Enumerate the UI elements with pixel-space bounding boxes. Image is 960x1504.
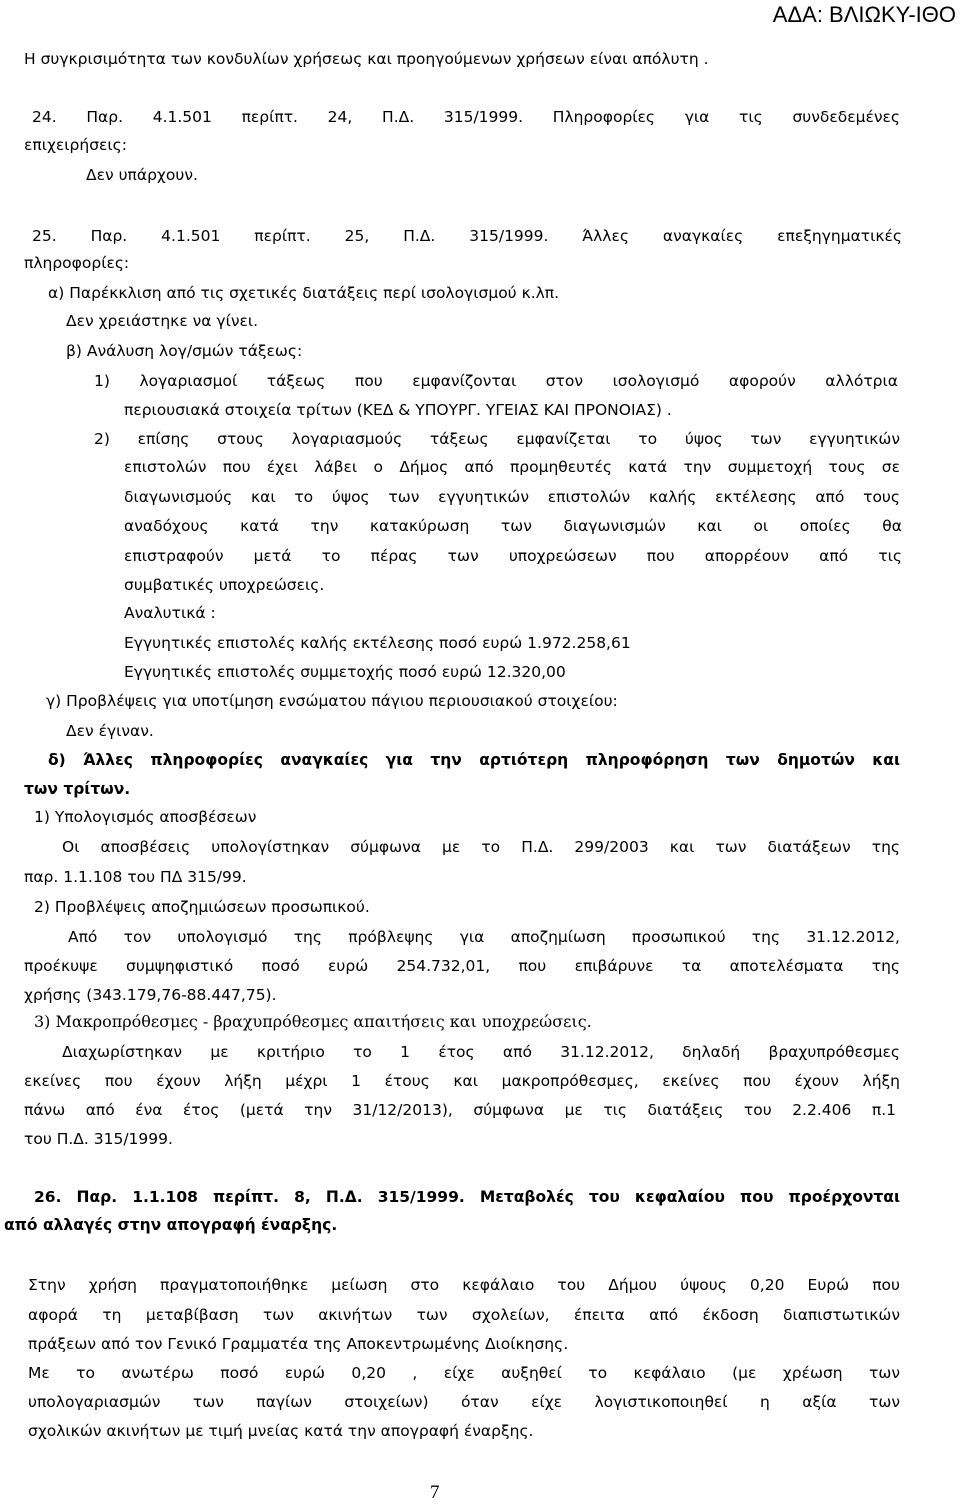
receivables-heading: 3) Μακροπρόθεσμες - βραχυπρόθεσμες απαιτήσεις και υποχρεώσεις. <box>34 1012 592 1031</box>
capital-change-text-line4: Με το ανωτέρω ποσό ευρώ 0,20 , είχε αυξηθεί το κεφάλαιο (με χρέωση των <box>28 1364 900 1382</box>
receivables-text-line3: πάνω από ένα έτος (μετά την 31/12/2013), σύμφωνα με τις διατάξεις του 2.2.406 π.1 <box>24 1101 896 1119</box>
provisions-text-line3: χρήσης (343.179,76-88.447,75). <box>24 986 277 1004</box>
comparability-note: Η συγκρισιμότητα των κονδυλίων χρήσεως και προηγούμενων χρήσεων είναι απόλυτη . <box>24 50 709 68</box>
item-b-heading: β) Ανάλυση λογ/σμών τάξεως: <box>66 342 303 360</box>
provisions-text: Από τον υπολογισμό της πρόβλεψης για αποζημίωση προσωπικού της 31.12.2012, <box>68 928 900 946</box>
guarantee-participation-amount: Εγγυητικές επιστολές συμμετοχής ποσό ευρώ 12.320,00 <box>124 663 566 681</box>
provisions-text-line2: προέκυψε συμψηφιστικό ποσό ευρώ 254.732,01, που επιβάρυνε τα αποτελέσματα της <box>24 957 900 975</box>
receivables-text: Διαχωρίστηκαν με κριτήριο το 1 έτος από 31.12.2012, δηλαδή βραχυπρόθεσμες <box>62 1043 900 1061</box>
section-26-heading-cont: από αλλαγές στην απογραφή έναρξης. <box>4 1216 338 1234</box>
item-b2-text-line3: διαγωνισμούς και το ύψος των εγγυητικών επιστολών καλής εκτέλεσης από τους <box>124 488 900 506</box>
capital-change-text-line5: υπολογαριασμών των παγίων στοιχείων) όταν είχε λογιστικοποιηθεί η αξία των <box>28 1393 900 1411</box>
page-number: 7 <box>430 1482 440 1503</box>
depreciation-text: Οι αποσβέσεις υπολογίστηκαν σύμφωνα με το Π.Δ. 299/2003 και των διατάξεων της <box>62 838 900 856</box>
item-c-answer: Δεν έγιναν. <box>66 722 154 740</box>
provisions-heading: 2) Προβλέψεις αποζημιώσεων προσωπικού. <box>34 898 370 916</box>
item-b2-text-line5: επιστραφούν μετά το πέρας των υποχρεώσεων που απορρέουν από τις <box>124 547 902 565</box>
item-b2-text: 2) επίσης στους λογαριασμούς τάξεως εμφανίζεται το ύψος των εγγυητικών <box>94 430 900 448</box>
section-25-heading-cont: πληροφορίες: <box>24 254 130 272</box>
item-b2-text-line6: συμβατικές υποχρεώσεις. <box>124 576 325 594</box>
guarantee-performance-amount: Εγγυητικές επιστολές καλής εκτέλεσης ποσό ευρώ 1.972.258,61 <box>124 634 631 652</box>
section-24-heading: 24. Παρ. 4.1.501 περίπτ. 24, Π.Δ. 315/1999. Πληροφορίες για τις συνδεδεμένες <box>32 108 900 126</box>
item-a-heading: α) Παρέκκλιση από τις σχετικές διατάξεις περί ισολογισμού κ.λπ. <box>48 284 560 302</box>
section-24-heading-cont: επιχειρήσεις: <box>24 136 127 154</box>
item-a-answer: Δεν χρειάστηκε να γίνει. <box>66 312 259 330</box>
capital-change-text-line2: αφορά τη μεταβίβαση των ακινήτων των σχολείων, έπειτα από έκδοση διαπιστωτικών <box>28 1306 900 1324</box>
item-d-heading-cont: των τρίτων. <box>24 780 131 798</box>
depreciation-heading: 1) Υπολογισμός αποσβέσεων <box>34 808 257 826</box>
section-26-heading: 26. Παρ. 1.1.108 περίπτ. 8, Π.Δ. 315/1999. Μεταβολές του κεφαλαίου που προέρχονται <box>34 1188 900 1206</box>
capital-change-text-line3: πράξεων από τον Γενικό Γραμματέα της Αποκεντρωμένης Διοίκησης. <box>28 1335 569 1353</box>
capital-change-text-line6: σχολικών ακινήτων με τιμή μνείας κατά την απογραφή έναρξης. <box>28 1422 534 1440</box>
analysis-label: Αναλυτικά : <box>124 604 216 622</box>
ada-code: ΑΔΑ: ΒΛΙΩΚΥ-ΙΘΟ <box>772 2 956 27</box>
capital-change-text: Στην χρήση πραγματοποιήθηκε μείωση στο κεφάλαιο του Δήμου ύψους 0,20 Ευρώ που <box>28 1276 900 1294</box>
item-b2-text-line2: επιστολών που έχει λάβει ο Δήμος από προμηθευτές κατά την συμμετοχή τους σε <box>124 458 900 476</box>
receivables-text-line2: εκείνες που έχουν λήξη μέχρι 1 έτους και μακροπρόθεσμες, εκείνες που έχουν λήξη <box>24 1072 900 1090</box>
item-c-heading: γ) Προβλέψεις για υποτίμηση ενσώματου πάγιου περιουσιακού στοιχείου: <box>46 692 618 710</box>
depreciation-text-cont: παρ. 1.1.108 του ΠΔ 315/99. <box>24 868 247 886</box>
item-b2-text-line4: αναδόχους κατά την κατακύρωση των διαγωνισμών και οι οποίες θα <box>124 517 902 535</box>
receivables-text-line4: του Π.Δ. 315/1999. <box>24 1130 173 1148</box>
section-25-heading: 25. Παρ. 4.1.501 περίπτ. 25, Π.Δ. 315/1999. Άλλες αναγκαίες επεξηγηματικές <box>32 227 902 245</box>
section-24-answer: Δεν υπάρχουν. <box>86 166 198 184</box>
item-b1-text-cont: περιουσιακά στοιχεία τρίτων (ΚΕΔ & ΥΠΟΥΡΓ. ΥΓΕΙΑΣ ΚΑΙ ΠΡΟΝΟΙΑΣ) . <box>124 401 672 419</box>
item-b1-text: 1) λογαριασμοί τάξεως που εμφανίζονται στον ισολογισμό αφορούν αλλότρια <box>94 372 898 390</box>
item-d-heading: δ) Άλλες πληροφορίες αναγκαίες για την αρτιότερη πληροφόρηση των δημοτών και <box>48 751 900 769</box>
